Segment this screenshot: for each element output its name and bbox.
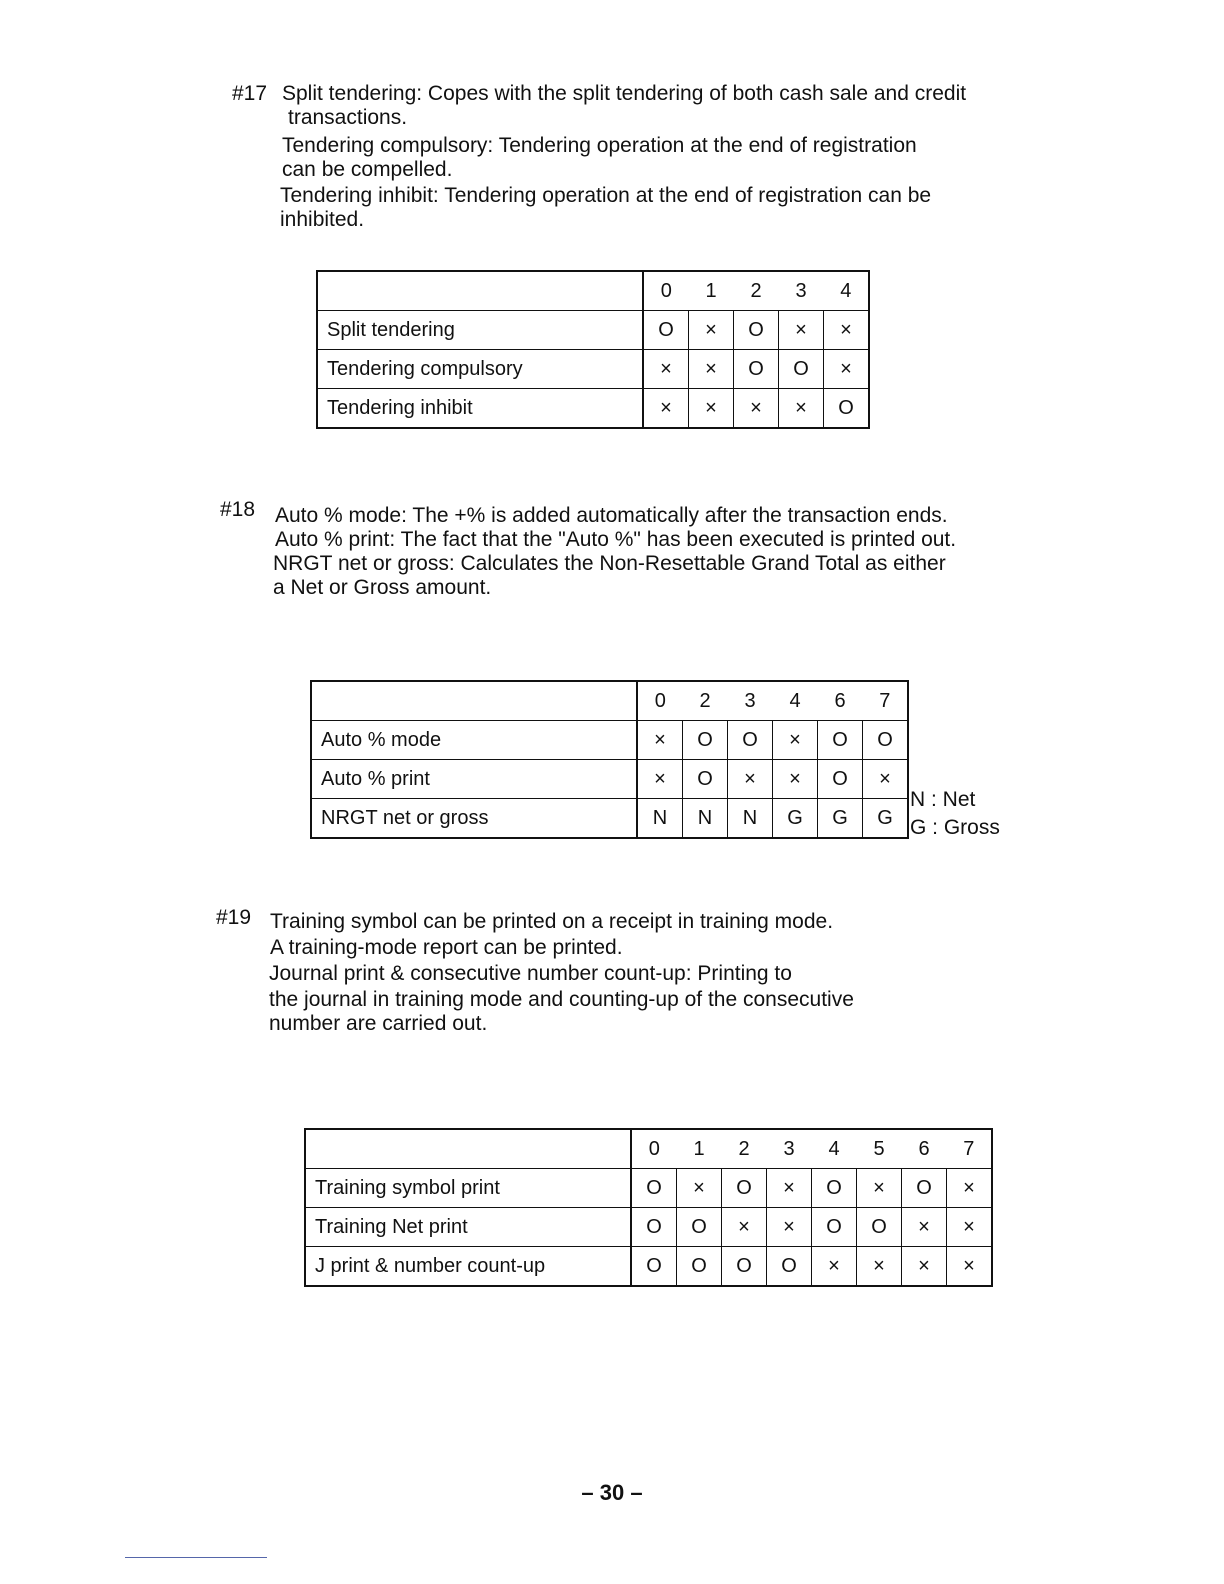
table-cell: O bbox=[902, 1169, 947, 1208]
table-cell: O bbox=[824, 389, 870, 429]
section-number: #19 bbox=[216, 906, 252, 929]
table-cell: × bbox=[689, 389, 734, 429]
column-header: 2 bbox=[734, 271, 779, 311]
table-cell: G bbox=[773, 799, 818, 839]
table-cell: × bbox=[902, 1208, 947, 1247]
section-number: #18 bbox=[220, 498, 256, 521]
table-cell: × bbox=[824, 311, 870, 350]
table-cell: × bbox=[728, 760, 773, 799]
column-header: 2 bbox=[683, 681, 728, 721]
column-header: 3 bbox=[728, 681, 773, 721]
column-header: 4 bbox=[824, 271, 870, 311]
training-table bbox=[304, 1128, 993, 1287]
table-cell: × bbox=[779, 311, 824, 350]
table-cell: × bbox=[947, 1208, 993, 1247]
table-row bbox=[311, 721, 908, 760]
table-cell: O bbox=[643, 311, 689, 350]
table-cell: G bbox=[818, 799, 863, 839]
table-header-row bbox=[305, 1129, 992, 1169]
table-cell: × bbox=[863, 760, 909, 799]
table-row bbox=[317, 389, 869, 429]
page-number: – 30 – bbox=[581, 1480, 643, 1505]
table-cell: O bbox=[779, 350, 824, 389]
table-header-row bbox=[317, 271, 869, 311]
row-label: Training Net print bbox=[305, 1208, 631, 1247]
table-cell: × bbox=[637, 721, 683, 760]
text-line: a Net or Gross amount. bbox=[273, 576, 492, 599]
column-header: 0 bbox=[631, 1129, 677, 1169]
row-label: Auto % mode bbox=[311, 721, 637, 760]
column-header: 0 bbox=[637, 681, 683, 721]
row-label: Training symbol print bbox=[305, 1169, 631, 1208]
table-cell: O bbox=[677, 1208, 722, 1247]
column-header: 3 bbox=[779, 271, 824, 311]
text-line: can be compelled. bbox=[282, 158, 453, 181]
column-header: 3 bbox=[767, 1129, 812, 1169]
table-header-row bbox=[311, 681, 908, 721]
header-blank-cell bbox=[317, 271, 643, 311]
table-cell: × bbox=[773, 721, 818, 760]
table-cell: O bbox=[683, 760, 728, 799]
row-label: Tendering inhibit bbox=[317, 389, 643, 429]
table-cell: O bbox=[722, 1247, 767, 1287]
table-cell: O bbox=[677, 1247, 722, 1287]
row-label: J print & number count-up bbox=[305, 1247, 631, 1287]
header-blank-cell bbox=[305, 1129, 631, 1169]
row-label: Split tendering bbox=[317, 311, 643, 350]
table-cell: N bbox=[637, 799, 683, 839]
table-cell: O bbox=[812, 1208, 857, 1247]
legend-net: N : Net bbox=[910, 788, 976, 811]
table-cell: × bbox=[773, 760, 818, 799]
row-label: Tendering compulsory bbox=[317, 350, 643, 389]
table-cell: O bbox=[631, 1208, 677, 1247]
table-cell: × bbox=[857, 1247, 902, 1287]
column-header: 6 bbox=[818, 681, 863, 721]
legend-gross: G : Gross bbox=[910, 816, 1000, 839]
table-cell: O bbox=[812, 1169, 857, 1208]
text-line: the journal in training mode and counting-up of the consecutive bbox=[269, 988, 854, 1011]
column-header: 5 bbox=[857, 1129, 902, 1169]
table-cell: O bbox=[728, 721, 773, 760]
table-cell: O bbox=[857, 1208, 902, 1247]
column-header: 1 bbox=[689, 271, 734, 311]
table-cell: G bbox=[863, 799, 909, 839]
table-cell: O bbox=[734, 311, 779, 350]
column-header: 7 bbox=[947, 1129, 993, 1169]
table-row bbox=[317, 311, 869, 350]
table-cell: × bbox=[767, 1208, 812, 1247]
table-cell: × bbox=[767, 1169, 812, 1208]
table-cell: × bbox=[643, 350, 689, 389]
split-tendering-table bbox=[316, 270, 870, 429]
net-gross-legend bbox=[910, 786, 1000, 842]
text-line: inhibited. bbox=[280, 208, 365, 231]
section-number: #17 bbox=[232, 82, 268, 105]
table-cell: × bbox=[677, 1169, 722, 1208]
table-cell: O bbox=[722, 1169, 767, 1208]
header-blank-cell bbox=[311, 681, 637, 721]
table-cell: × bbox=[824, 350, 870, 389]
table-cell: O bbox=[734, 350, 779, 389]
table-cell: O bbox=[683, 721, 728, 760]
table-row bbox=[305, 1208, 992, 1247]
table-cell: × bbox=[812, 1247, 857, 1287]
table-row bbox=[317, 350, 869, 389]
text-line: NRGT net or gross: Calculates the Non-Resettable Grand Total as either bbox=[273, 552, 946, 575]
text-line: number are carried out. bbox=[269, 1012, 488, 1035]
text-line: Tendering compulsory: Tendering operation at the end of registration bbox=[282, 134, 917, 157]
table-cell: N bbox=[728, 799, 773, 839]
column-header: 4 bbox=[812, 1129, 857, 1169]
column-header: 6 bbox=[902, 1129, 947, 1169]
column-header: 4 bbox=[773, 681, 818, 721]
table-cell: × bbox=[637, 760, 683, 799]
text-line: A training-mode report can be printed. bbox=[270, 936, 623, 959]
text-line: Auto % mode: The +% is added automatically after the transaction ends. bbox=[275, 504, 948, 527]
text-line: Training symbol can be printed on a receipt in training mode. bbox=[270, 910, 834, 933]
table-cell: × bbox=[643, 389, 689, 429]
table-row bbox=[305, 1169, 992, 1208]
row-label: Auto % print bbox=[311, 760, 637, 799]
table-cell: × bbox=[779, 389, 824, 429]
table-cell: × bbox=[734, 389, 779, 429]
table-cell: × bbox=[722, 1208, 767, 1247]
row-label: NRGT net or gross bbox=[311, 799, 637, 839]
table-cell: O bbox=[818, 721, 863, 760]
table-cell: × bbox=[857, 1169, 902, 1208]
column-header: 7 bbox=[863, 681, 909, 721]
column-header: 2 bbox=[722, 1129, 767, 1169]
text-line: transactions. bbox=[288, 106, 408, 129]
column-header: 1 bbox=[677, 1129, 722, 1169]
table-cell: O bbox=[818, 760, 863, 799]
table-cell: × bbox=[689, 350, 734, 389]
table-cell: O bbox=[767, 1247, 812, 1287]
table-cell: O bbox=[631, 1169, 677, 1208]
table-cell: × bbox=[947, 1169, 993, 1208]
text-line: Tendering inhibit: Tendering operation at the end of registration can be bbox=[280, 184, 932, 207]
footer-rule bbox=[125, 1557, 267, 1558]
table-row bbox=[305, 1247, 992, 1287]
text-line: Journal print & consecutive number count-up: Printing to bbox=[269, 962, 792, 985]
table-cell: N bbox=[683, 799, 728, 839]
table-cell: O bbox=[631, 1247, 677, 1287]
table-cell: × bbox=[902, 1247, 947, 1287]
table-cell: O bbox=[863, 721, 909, 760]
table-row bbox=[311, 799, 908, 839]
table-row bbox=[311, 760, 908, 799]
column-header: 0 bbox=[643, 271, 689, 311]
table-cell: × bbox=[689, 311, 734, 350]
text-line: Auto % print: The fact that the "Auto %" has been executed is printed out. bbox=[275, 528, 957, 551]
table-cell: × bbox=[947, 1247, 993, 1287]
auto-percent-table bbox=[310, 680, 909, 839]
text-line: Split tendering: Copes with the split tendering of both cash sale and credit bbox=[282, 82, 967, 105]
